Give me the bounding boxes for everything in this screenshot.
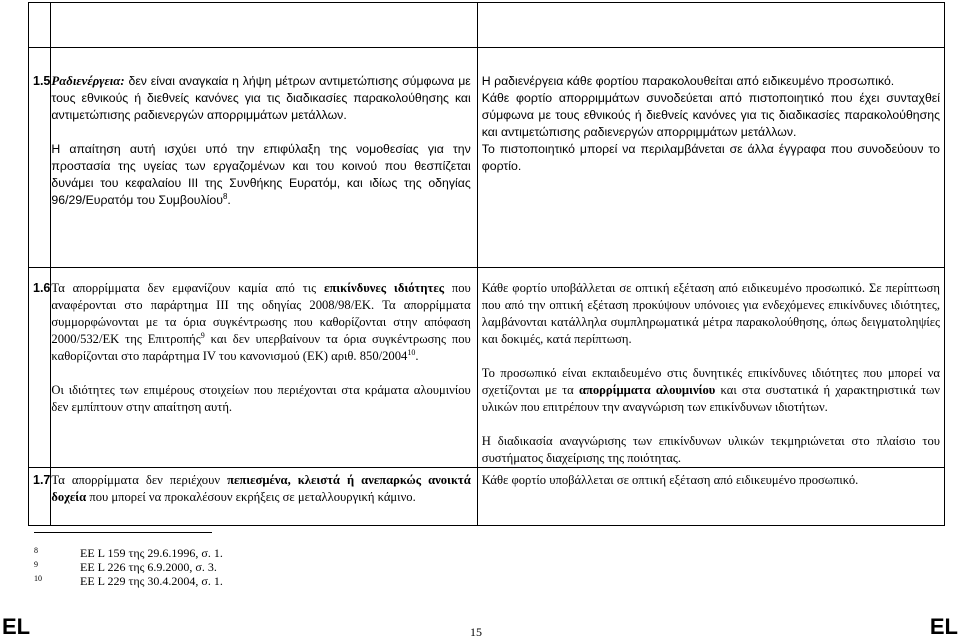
monitoring-paragraph: Κάθε φορτίο απορριμμάτων συνοδεύεται από πιστοποιητικό που έχει συνταχθεί σύμφωνα με τους εθνικούς ή διεθνείς κανόνες για τις διαδικασίες παρακολούθησης και αντιμετώπισης ραδιενεργών απορριμμάτων μετάλλων.	[481, 91, 940, 139]
footnote: 10 ΕΕ L 229 της 30.4.2004, σ. 1.	[34, 574, 223, 588]
footnote: 9 ΕΕ L 226 της 6.9.2000, σ. 3.	[34, 560, 217, 574]
monitoring-paragraph: Το προσωπικό είναι εκπαιδευμένο στις δυνητικές επικίνδυνες ιδιότητες που μπορεί να σχετίζονται με τα απορρίμματα αλουμινίου και στα συστατικά ή χαρακτηριστικά των υλικών που επιτρέπουν την αναγνώριση των επικίνδυνων ιδιοτήτων.	[481, 366, 941, 414]
table-row	[29, 468, 945, 526]
monitoring-paragraph: Κάθε φορτίο υποβάλλεται σε οπτική εξέταση από ειδικευμένο προσωπικό.	[481, 473, 859, 487]
requirement-cell	[51, 48, 477, 268]
footnote: 8 ΕΕ L 159 της 29.6.1996, σ. 1.	[34, 546, 223, 560]
requirement-paragraph: Ραδιενέργεια: δεν είναι αναγκαία η λήψη μέτρων αντιμετώπισης σύμφωνα με τους εθνικούς ή διεθνείς κανόνες για τις διαδικασίες παρακολούθησης και αντιμετώπισης ραδιενεργών απορριμμάτων μετάλλων.	[51, 74, 471, 122]
table-row	[29, 48, 945, 268]
language-code-right: EL	[929, 614, 958, 639]
requirement-paragraph: Τα απορρίμματα δεν περιέχουν πεπιεσμένα, κλειστά ή ανεπαρκώς ανοικτά δοχεία που μπορεί να προκαλέσουν εκρήξεις σε μεταλλουργική κάμινο.	[51, 473, 471, 504]
table-row-empty	[29, 3, 945, 48]
footnote-separator	[34, 532, 212, 533]
requirement-cell	[51, 268, 477, 468]
language-code-left: EL	[2, 614, 31, 639]
row-number: 1.7	[29, 468, 51, 526]
monitoring-cell	[477, 268, 944, 468]
table-row	[29, 268, 945, 468]
monitoring-cell	[477, 48, 944, 268]
criteria-table	[28, 2, 945, 526]
monitoring-paragraph: Η διαδικασία αναγνώρισης των επικίνδυνων υλικών τεκμηριώνεται στο πλαίσιο του συστήματος διαχείρισης της ποιότητας.	[481, 434, 940, 465]
footnotes	[34, 546, 223, 588]
requirement-cell	[51, 468, 477, 526]
requirement-paragraph: Η απαίτηση αυτή ισχύει υπό την επιφύλαξη της νομοθεσίας για την προστασία της υγείας των εργαζομένων και του κοινού που θεσπίζεται δυνάμει του κεφαλαίου ΙΙΙ της Συνθήκης Ευρατόμ, και ιδίως της οδηγίας 96/29/Ευρατόμ του Συμβουλίου$^8$.	[51, 142, 471, 207]
monitoring-cell	[477, 468, 944, 526]
monitoring-paragraph: Το πιστοποιητικό μπορεί να περιλαμβάνεται σε άλλα έγγραφα που συνοδεύουν το φορτίο.	[481, 142, 940, 173]
row-number: 1.5	[29, 48, 51, 268]
page-number: 15	[470, 625, 482, 639]
monitoring-paragraph: Κάθε φορτίο υποβάλλεται σε οπτική εξέταση από ειδικευμένο προσωπικό. Σε περίπτωση που από την οπτική εξέταση προκύψουν υπόνοιες για ενδεχόμενες επικίνδυνες ιδιότητες, λαμβάνονται κατάλληλα συμπληρωματικά μέτρα παρακολούθησης, όπως δειγματοληψίες και δοκιμές, κατά περίπτωση.	[481, 281, 940, 346]
requirement-paragraph: Οι ιδιότητες των επιμέρους στοιχείων που περιέχονται στα κράματα αλουμινίου δεν εμπίπτουν στην απαίτηση αυτή.	[51, 383, 471, 414]
monitoring-paragraph: Η ραδιενέργεια κάθε φορτίου παρακολουθείται από ειδικευμένο προσωπικό.	[481, 74, 895, 88]
requirement-paragraph: Τα απορρίμματα δεν εμφανίζουν καμία από τις επικίνδυνες ιδιότητες που αναφέρονται στο παράρτημα ΙΙΙ της οδηγίας 2008/98/ΕΚ. Τα απορρίμματα συμμορφώνονται με τα όρια συγκέντρωσης που καθορίζονται στην απόφαση 2000/532/ΕΚ της Επιτροπής$^9$ και δεν υπερβαίνουν τα όρια συγκέντρωσης που καθορίζονται στο παράρτημα IV του κανονισμού (ΕΚ) αριθ. 850/2004$^{10}$.	[51, 281, 471, 363]
row-number: 1.6	[29, 268, 51, 468]
